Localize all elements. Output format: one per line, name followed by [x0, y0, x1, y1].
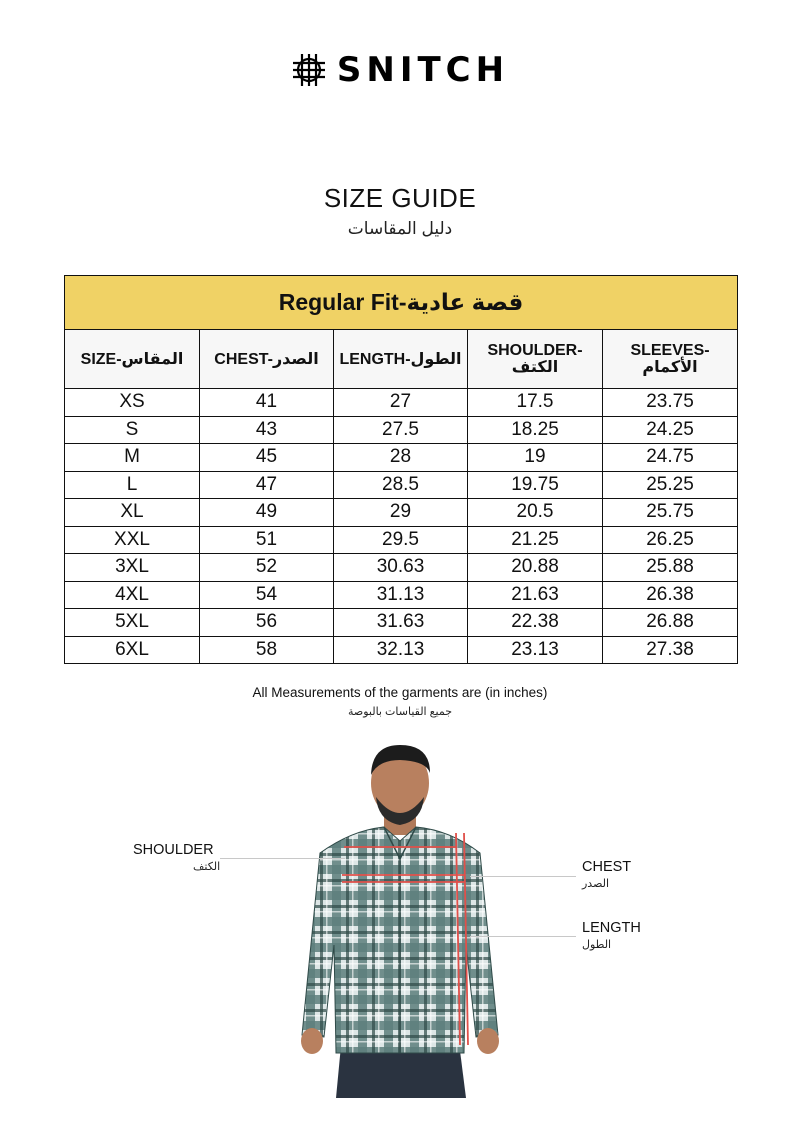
size-chart-table [64, 275, 738, 664]
table-row [65, 499, 738, 527]
cell-length: 32.13 [334, 636, 468, 664]
length-label-arabic: الطول [582, 939, 612, 951]
cell-chest: 49 [200, 499, 334, 527]
cell-length: 30.63 [334, 554, 468, 582]
chest-label-arabic: الصدر [582, 878, 610, 890]
cell-shoulder: 17.5 [468, 389, 603, 417]
cell-sleeves: 25.25 [603, 471, 738, 499]
table-row [65, 444, 738, 472]
model-shirt-diagram [280, 735, 520, 1098]
cell-length: 29 [334, 499, 468, 527]
page-title: SIZE GUIDE [323, 183, 477, 213]
cell-size: 5XL [65, 609, 200, 637]
measurement-note-arabic: جميع القياسات بالبوصة [347, 706, 453, 718]
cell-shoulder: 21.25 [468, 526, 603, 554]
cell-sleeves: 23.75 [603, 389, 738, 417]
table-row [65, 609, 738, 637]
fit-label: Regular Fit-قصة عادية [65, 276, 738, 330]
table-row [65, 526, 738, 554]
cell-chest: 47 [200, 471, 334, 499]
cell-shoulder: 18.25 [468, 416, 603, 444]
table-row [65, 389, 738, 417]
cell-chest: 45 [200, 444, 334, 472]
cell-length: 29.5 [334, 526, 468, 554]
cell-chest: 43 [200, 416, 334, 444]
column-header-sleeves: SLEEVES- الأكمام [603, 330, 738, 389]
column-header-chest: CHEST-الصدر [200, 330, 334, 389]
cell-sleeves: 25.75 [603, 499, 738, 527]
cell-length: 28 [334, 444, 468, 472]
cell-shoulder: 23.13 [468, 636, 603, 664]
size-rows [65, 389, 738, 664]
cell-sleeves: 26.88 [603, 609, 738, 637]
column-header-length: LENGTH-الطول [334, 330, 468, 389]
cell-size: XL [65, 499, 200, 527]
cell-sleeves: 27.38 [603, 636, 738, 664]
table-row [65, 581, 738, 609]
brand-logo [0, 50, 800, 90]
cell-size: 6XL [65, 636, 200, 664]
cell-shoulder: 20.5 [468, 499, 603, 527]
cell-length: 28.5 [334, 471, 468, 499]
hash-grid-icon [291, 52, 327, 88]
cell-sleeves: 26.38 [603, 581, 738, 609]
brand-name: SNITCH [336, 50, 510, 90]
table-row [65, 416, 738, 444]
page-title-arabic: دليل المقاسات [347, 219, 453, 238]
cell-sleeves: 26.25 [603, 526, 738, 554]
cell-chest: 51 [200, 526, 334, 554]
cell-length: 31.13 [334, 581, 468, 609]
cell-size: XXL [65, 526, 200, 554]
cell-size: 4XL [65, 581, 200, 609]
column-header-row [65, 330, 738, 389]
fit-header-row [65, 276, 738, 330]
table-row [65, 554, 738, 582]
column-header-shoulder: SHOULDER- الكتف [468, 330, 603, 389]
cell-size: 3XL [65, 554, 200, 582]
length-leader-line [470, 936, 576, 937]
cell-size: M [65, 444, 200, 472]
table-row [65, 471, 738, 499]
column-header-size: SIZE-المقاس [65, 330, 200, 389]
cell-chest: 52 [200, 554, 334, 582]
cell-shoulder: 22.38 [468, 609, 603, 637]
cell-sleeves: 24.25 [603, 416, 738, 444]
shoulder-label-arabic: الكتف [193, 861, 221, 873]
cell-length: 31.63 [334, 609, 468, 637]
cell-sleeves: 25.88 [603, 554, 738, 582]
cell-length: 27 [334, 389, 468, 417]
cell-size: XS [65, 389, 200, 417]
shoulder-label: SHOULDER [133, 842, 214, 858]
measurement-note: All Measurements of the garments are (in inches) [252, 685, 548, 700]
cell-size: S [65, 416, 200, 444]
table-row [65, 636, 738, 664]
cell-shoulder: 19.75 [468, 471, 603, 499]
cell-sleeves: 24.75 [603, 444, 738, 472]
chest-leader-line [470, 876, 576, 877]
cell-chest: 56 [200, 609, 334, 637]
cell-shoulder: 20.88 [468, 554, 603, 582]
cell-chest: 54 [200, 581, 334, 609]
cell-size: L [65, 471, 200, 499]
shoulder-leader-line [220, 858, 345, 859]
cell-length: 27.5 [334, 416, 468, 444]
chest-label: CHEST [582, 859, 632, 875]
cell-chest: 41 [200, 389, 334, 417]
cell-shoulder: 19 [468, 444, 603, 472]
cell-chest: 58 [200, 636, 334, 664]
length-label: LENGTH [582, 920, 641, 936]
cell-shoulder: 21.63 [468, 581, 603, 609]
